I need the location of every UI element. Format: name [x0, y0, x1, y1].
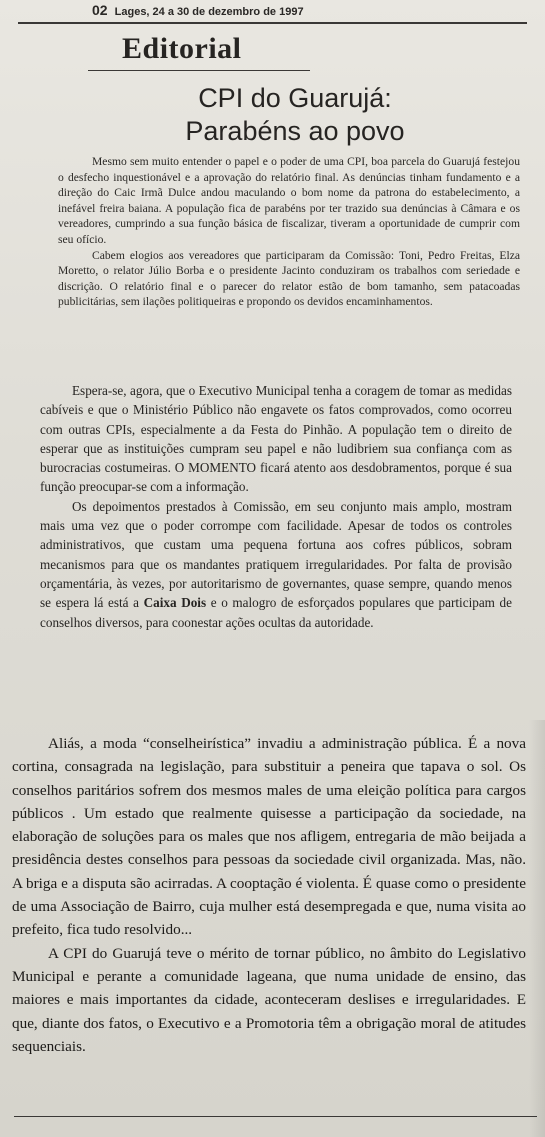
paragraph-4-text-a: Os depoimentos prestados à Comissão, em seu conjunto mais amplo, mostram mais uma vez que o poder corrompe com facilidade. Apesar de todos os controles administrativos, que custam uma pequena fortuna aos cofres públicos, sobram mecanismos para que os mandantes pratiquem irregularidades. Por falta de provisão orçamentária, às vezes, por autoritarismo de governantes, quase sempre, quando menos se espera lá está a: [40, 498, 512, 611]
section-rule: [88, 70, 310, 71]
bottom-rule: [14, 1116, 537, 1117]
paragraph-2: Cabem elogios aos vereadores que participaram da Comissão: Toni, Pedro Freitas, Elza Moretto, o relator Júlio Borba e o presidente Jacinto conduziram os trabalhos com seriedade e discrição. O relatório final e o parecer do relator estão de bom tamanho, sem patacoadas publicitárias, sem ilações politiqueiras e propondo os devidos encaminhamentos.: [58, 248, 520, 309]
article-body-block-3: [12, 732, 526, 1058]
section-title: Editorial: [122, 32, 242, 65]
dateline: Lages, 24 a 30 de dezembro de 1997: [114, 6, 304, 18]
paper-edge-shadow: [529, 720, 545, 1137]
paragraph-6: A CPI do Guarujá teve o mérito de tornar público, no âmbito do Legislativo Municipal e perante a comunidade lageana, que numa unidade de ensino, das maiores e mais importantes da cidade, aconteceram deslises e irregularidades. E que, diante dos fatos, o Executivo e a Promotoria têm a obrigação moral de atitudes sequenciais.: [12, 944, 526, 1055]
paragraph-5: Aliás, a moda “conselheirística” invadiu a administração pública. É a nova cortina, consagrada na legislação, para substituir a peneira que tapava o sol. Os conselhos paritários sofrem dos mesmos males de uma eleição política para cargos públicos . Um estado que realmente quisesse a participação da sociedade, na elaboração de soluções para os males que nos afligem, entregaria de mão beijada a presidência destes conselhos para pessoas da sociedade civil organizada. Mas, não. A briga e a disputa são acirradas. A cooptação é violenta. É quase como o presidente de uma Associação de Bairro, cuja mulher está desempregada e que, numa visita ao prefeito, fica tudo resolvido...: [12, 735, 526, 939]
header-rule: [18, 22, 527, 24]
page-number: 02: [92, 2, 108, 18]
headline-line-1: CPI do Guarujá:: [198, 83, 392, 113]
caixa-dois-emphasis: Caixa Dois: [143, 595, 207, 611]
headline: [60, 82, 530, 148]
article-body-block-2: [40, 381, 512, 632]
paragraph-4: [40, 497, 512, 632]
paragraph-3: Espera-se, agora, que o Executivo Municipal tenha a coragem de tomar as medidas cabíveis e que o Ministério Público não engavete os fatos comprovados, como ocorreu com outras CPIs, especialmente a da Festa do Pinhão. A população tem o direito de esperar que as instituições cumpram seu papel e não ludibriem sua confiança com as burocracias costumeiras. O MOMENTO ficará atento aos desdobramentos, porque é sua função preocupar-se com a informação.: [40, 383, 512, 495]
running-head: [92, 2, 304, 18]
paragraph-4-text-b: e o malogro de esforçados populares que participam de conselhos diversos, para coonestar ações ocultas da autoridade.: [40, 595, 512, 630]
headline-line-2: Parabéns ao povo: [185, 116, 405, 146]
paragraph-1: Mesmo sem muito entender o papel e o poder de uma CPI, boa parcela do Guarujá festejou o desfecho inquestionável e a aprovação do relatório final. As denúncias tinham fundamento e a direção do Caic Irmã Dulce andou maculando o bom nome da patrona do estabelecimento, a inefável freira baiana. A população fica de parabéns por ter trazido sua denúncias à Câmara e os vereadores, cumprindo a sua função básica de fiscalizar, tiveram a oportunidade de cumprir com seu ofício.: [58, 155, 520, 246]
article-body-block-1: [58, 154, 520, 310]
